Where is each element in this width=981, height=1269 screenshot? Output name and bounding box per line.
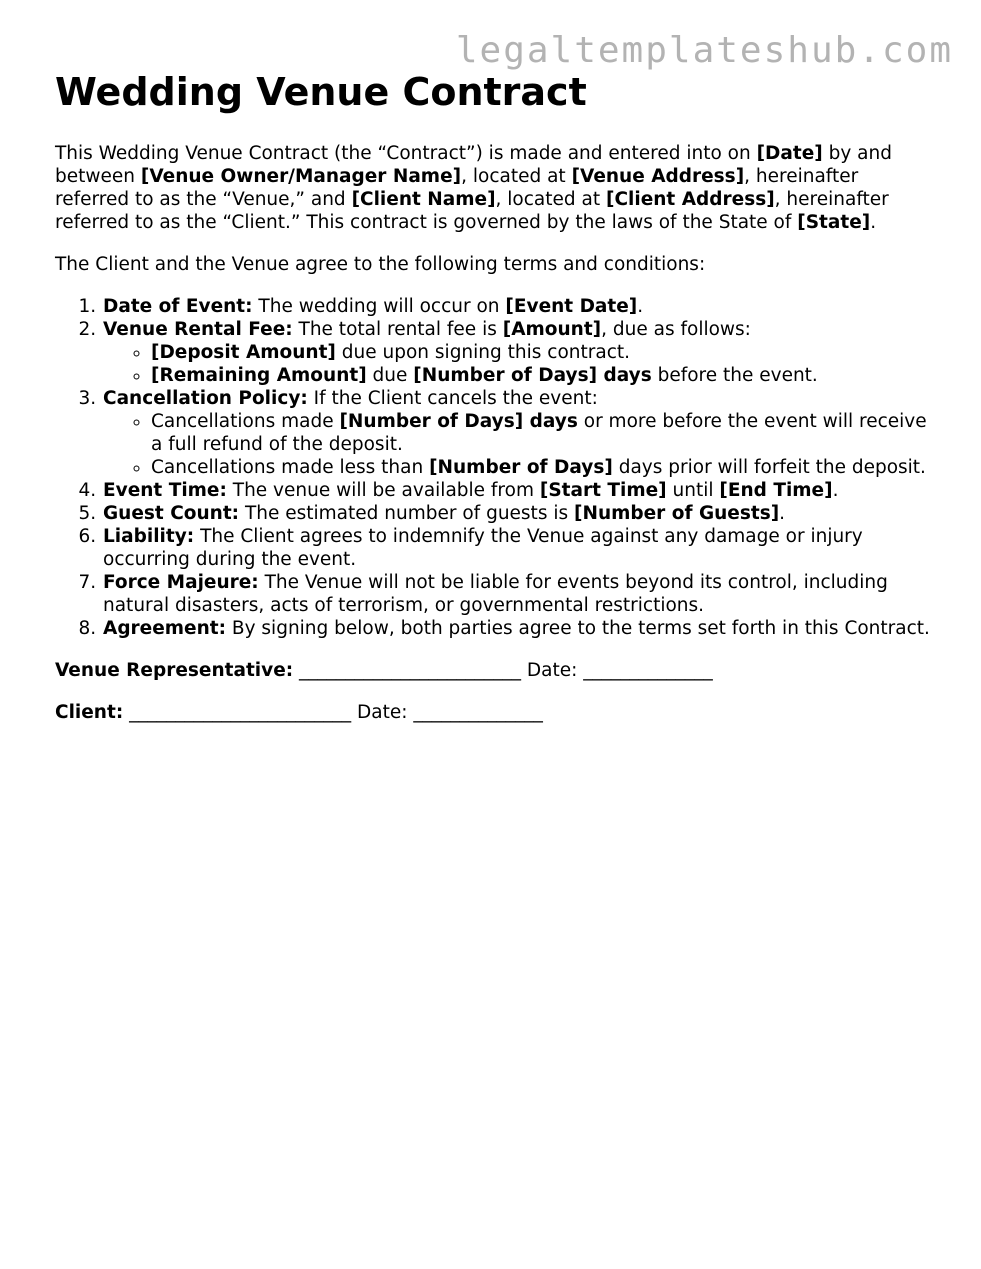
term-label: Liability: [103, 526, 195, 547]
intro-text: , located at [461, 166, 572, 187]
term-text: The total rental fee is [292, 319, 503, 340]
term-text: If the Client cancels the event: [307, 388, 598, 409]
terms-list [55, 295, 935, 640]
term-item [102, 525, 935, 571]
term-text: before the event. [651, 365, 818, 386]
document-page [55, 68, 935, 743]
intro-text: , hereinafter referred to as the “Venue,” and [55, 166, 859, 210]
term-text: . [779, 503, 786, 524]
term-placeholder: [Start Time] [539, 480, 667, 501]
venue-address-placeholder: [Venue Address] [571, 166, 745, 187]
term-text: The wedding will occur on [252, 296, 506, 317]
venue-signature-field[interactable]: ________________________ [293, 660, 527, 681]
client-address-placeholder: [Client Address] [606, 189, 775, 210]
term-text: The estimated number of guests is [239, 503, 574, 524]
term-placeholder: [Remaining Amount] [151, 365, 367, 386]
sub-list [103, 410, 935, 479]
term-text: or more before the event will receive a full refund of the deposit. [151, 411, 927, 455]
terms-lead: The Client and the Venue agree to the following terms and conditions: [55, 254, 706, 275]
term-placeholder: [Event Date] [505, 296, 638, 317]
term-text: The Client agrees to indemnify the Venue against any damage or injury occurring during the event. [103, 526, 863, 570]
term-placeholder: [Amount] [502, 319, 602, 340]
term-text: . [637, 296, 644, 317]
term-item [102, 295, 935, 318]
term-label: Event Time: [103, 480, 227, 501]
document-title: Wedding Venue Contract [55, 70, 587, 114]
client-signature-label: Client: [55, 702, 124, 723]
watermark: legaltemplateshub.com [455, 30, 953, 71]
sub-item [151, 341, 935, 364]
term-item [102, 502, 935, 525]
sub-item [151, 364, 935, 387]
term-item [102, 617, 935, 640]
term-placeholder: [Number of Days] days [413, 365, 652, 386]
term-text: The venue will be available from [226, 480, 540, 501]
intro-text: , located at [495, 189, 606, 210]
term-text: The Venue will not be liable for events beyond its control, including natural disasters, acts of terrorism, or governmental restrictions. [103, 572, 888, 616]
sub-item [151, 410, 935, 456]
intro-paragraph [55, 142, 935, 234]
term-placeholder: [End Time] [719, 480, 833, 501]
venue-signature-line [55, 659, 935, 682]
term-label: Venue Rental Fee: [103, 319, 293, 340]
term-item [102, 479, 935, 502]
venue-date-field[interactable]: Date: ______________ [526, 660, 713, 681]
term-label: Agreement: [103, 618, 227, 639]
term-text: . [832, 480, 839, 501]
term-text: By signing below, both parties agree to the terms set forth in this Contract. [226, 618, 930, 639]
term-text: due [366, 365, 414, 386]
term-placeholder: [Deposit Amount] [151, 342, 336, 363]
term-text: days prior will forfeit the deposit. [612, 457, 926, 478]
client-date-field[interactable]: Date: ______________ [356, 702, 543, 723]
intro-text: by and between [55, 143, 892, 187]
term-label: Date of Event: [103, 296, 253, 317]
term-placeholder: [Number of Days] [429, 457, 613, 478]
sub-item [151, 456, 935, 479]
term-label: Guest Count: [103, 503, 240, 524]
term-text: due upon signing this contract. [335, 342, 631, 363]
term-placeholder: [Number of Guests] [574, 503, 780, 524]
venue-signature-label: Venue Representative: [55, 660, 294, 681]
venue-owner-placeholder: [Venue Owner/Manager Name] [140, 166, 462, 187]
client-signature-line [55, 701, 935, 724]
term-placeholder: [Number of Days] days [339, 411, 578, 432]
term-item [102, 571, 935, 617]
term-label: Force Majeure: [103, 572, 259, 593]
term-label: Cancellation Policy: [103, 388, 308, 409]
term-item [102, 318, 935, 387]
term-text: Cancellations made [151, 411, 340, 432]
term-text: , due as follows: [601, 319, 751, 340]
intro-text: , hereinafter referred to as the “Client.” This contract is governed by the laws of the State of [55, 189, 889, 233]
intro-text: . [870, 212, 877, 233]
sub-list [103, 341, 935, 387]
term-text: until [666, 480, 720, 501]
state-placeholder: [State] [797, 212, 871, 233]
client-name-placeholder: [Client Name] [351, 189, 496, 210]
date-placeholder: [Date] [756, 143, 823, 164]
client-signature-field[interactable]: ________________________ [123, 702, 357, 723]
term-item [102, 387, 935, 479]
term-text: Cancellations made less than [151, 457, 430, 478]
intro-text: This Wedding Venue Contract (the “Contract”) is made and entered into on [55, 143, 757, 164]
